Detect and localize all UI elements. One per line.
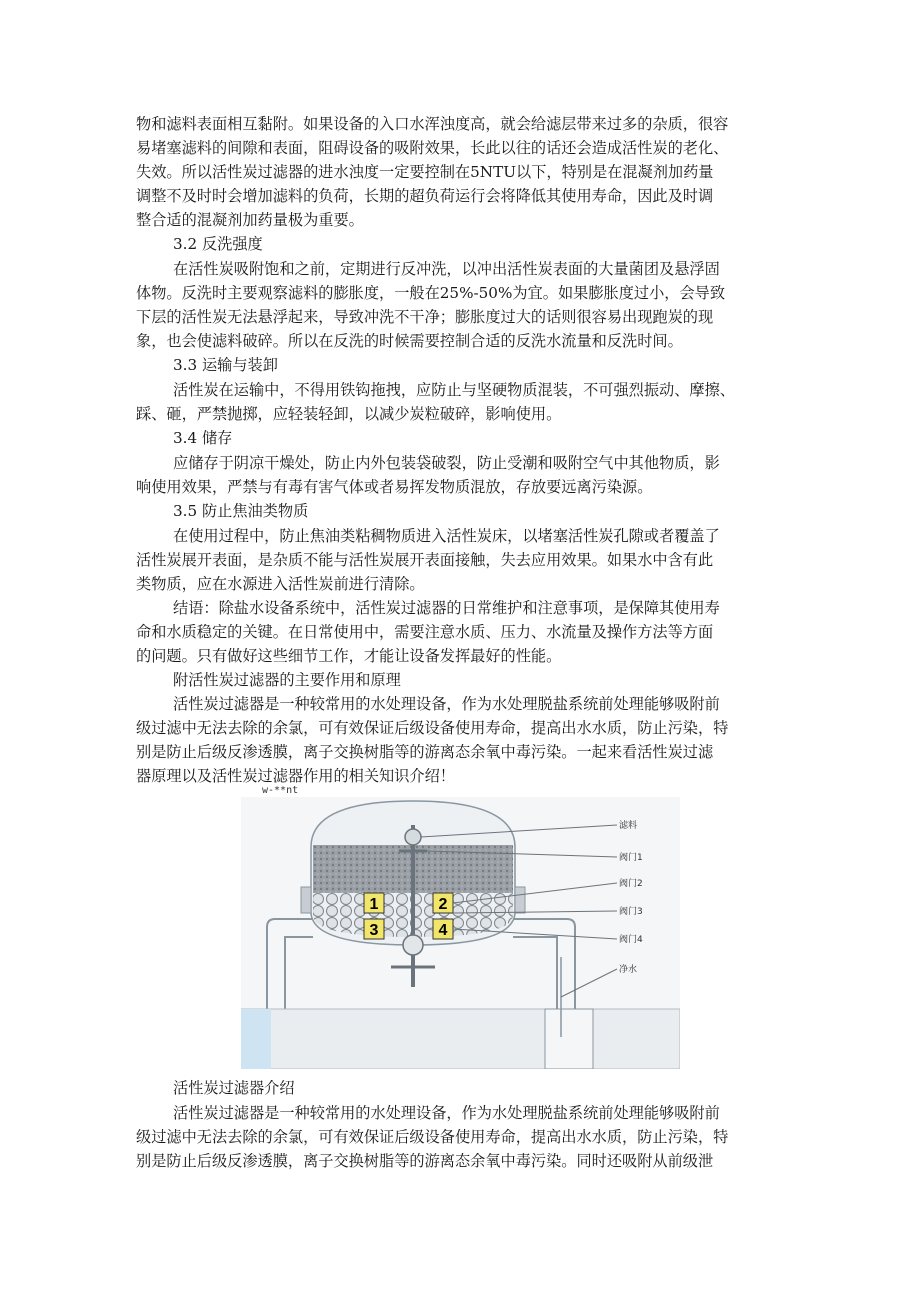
- valve-number: 2: [438, 896, 448, 913]
- paragraph-line: 结语：除盐水设备系统中，活性炭过滤器的日常维护和注意事项，是保障其使用寿: [173, 599, 720, 617]
- diagram-label: 阀门1: [619, 853, 643, 863]
- section-heading: 3.3 运输与装卸: [173, 356, 278, 374]
- base-ground: [241, 1009, 680, 1069]
- valve-number: 3: [369, 922, 379, 939]
- paragraph-line: 在使用过程中，防止焦油类粘稠物质进入活性炭床，以堵塞活性炭孔隙或者覆盖了: [173, 527, 720, 545]
- paragraph-line: 命和水质稳定的关键。在日常使用中，需要注意水质、压力、水流量及操作方法等方面: [136, 623, 714, 641]
- section-heading: 活性炭过滤器介绍: [173, 1079, 295, 1097]
- paragraph-line: 级过滤中无法去除的余氯，可有效保证后级设备使用寿命，提高出水水质，防止污染，特: [136, 1128, 729, 1146]
- section-heading: 3.4 储存: [173, 429, 233, 447]
- paragraph-line: 活性炭过滤器是一种较常用的水处理设备，作为水处理脱盐系统前处理能够吸附前: [173, 1104, 720, 1122]
- figure-caption: w-**nt: [262, 785, 299, 796]
- valve-tag-1: [364, 893, 384, 913]
- paragraph-line: 体物。反洗时主要观察滤料的膨胀度，一般在25%-50%为宜。如果膨胀度过小，会导致: [136, 284, 726, 302]
- filter-diagram: [241, 797, 680, 1069]
- paragraph-line: 类物质，应在水源进入活性炭前进行清除。: [136, 575, 425, 593]
- valve-tag-2: [433, 893, 453, 913]
- paragraph-line: 整合适的混凝剂加药量极为重要。: [136, 211, 364, 229]
- paragraph-line: 易堵塞滤料的间隙和表面，阻碍设备的吸附效果，长此以往的话还会造成活性炭的老化、: [136, 139, 729, 157]
- paragraph-line: 响使用效果，严禁与有毒有害气体或者易挥发物质混放，存放要远离污染源。: [136, 478, 653, 496]
- paragraph-line: 调整不及时时会增加滤料的负荷，长期的超负荷运行会将降低其使用寿命，因此及时调: [136, 187, 714, 205]
- paragraph-line: 应储存于阴凉干燥处，防止内外包装袋破裂，防止受潮和吸附空气中其他物质，影: [173, 454, 720, 472]
- valve-number: 4: [438, 922, 448, 939]
- paragraph-line: 别是防止后级反渗透膜，离子交换树脂等的游离态余氧中毒污染。一起来看活性炭过滤: [136, 743, 714, 761]
- paragraph-line: 活性炭过滤器是一种较常用的水处理设备，作为水处理脱盐系统前处理能够吸附前: [173, 695, 720, 713]
- valve-number: 1: [369, 896, 379, 913]
- paragraph-line: 象，也会使滤料破碎。所以在反洗的时候需要控制合适的反洗水流量和反洗时间。: [136, 332, 683, 350]
- paragraph-line: 级过滤中无法去除的余氯，可有效保证后级设备使用寿命，提高出水水质，防止污染，特: [136, 719, 729, 737]
- valve-tag-4: [433, 919, 453, 939]
- paragraph-line: 物和滤料表面相互黏附。如果设备的入口水浑浊度高，就会给滤层带来过多的杂质，很容: [136, 115, 729, 133]
- valve-tag-3: [364, 919, 384, 939]
- diagram-label: 阀门4: [619, 935, 643, 945]
- paragraph-line: 在活性炭吸附饱和之前，定期进行反冲洗，以冲出活性炭表面的大量菌团及悬浮固: [173, 260, 720, 278]
- diagram-label: 净水: [619, 965, 638, 975]
- section-heading: 3.2 反洗强度: [173, 235, 263, 253]
- paragraph-line: 器原理以及活性炭过滤器作用的相关知识介绍！: [136, 767, 455, 785]
- paragraph-line: 踩、砸，严禁抛掷，应轻装轻卸，以减少炭粒破碎，影响使用。: [136, 405, 562, 423]
- diagram-label: 阀门2: [619, 879, 643, 889]
- diagram-label: 阀门3: [619, 907, 643, 917]
- paragraph-line: 别是防止后级反渗透膜，离子交换树脂等的游离态余氧中毒污染。同时还吸附从前级泄: [136, 1152, 714, 1170]
- paragraph-line: 下层的活性炭无法悬浮起来，导致冲洗不干净；膨胀度过大的话则很容易出现跑炭的现: [136, 308, 714, 326]
- section-heading: 附活性炭过滤器的主要作用和原理: [173, 671, 401, 689]
- paragraph-line: 失效。所以活性炭过滤器的进水浊度一定要控制在5NTU以下，特别是在混凝剂加药量: [136, 163, 714, 181]
- section-heading: 3.5 防止焦油类物质: [173, 502, 309, 520]
- diagram-label: 滤料: [619, 821, 638, 831]
- paragraph-line: 活性炭在运输中，不得用铁钩拖拽，应防止与坚硬物质混装，不可强烈振动、摩擦、: [173, 381, 735, 399]
- paragraph-line: 活性炭展开表面，是杂质不能与活性炭展开表面接触，失去应用效果。如果水中含有此: [136, 551, 714, 569]
- paragraph-line: 的问题。只有做好这些细节工作，才能让设备发挥最好的性能。: [136, 647, 562, 665]
